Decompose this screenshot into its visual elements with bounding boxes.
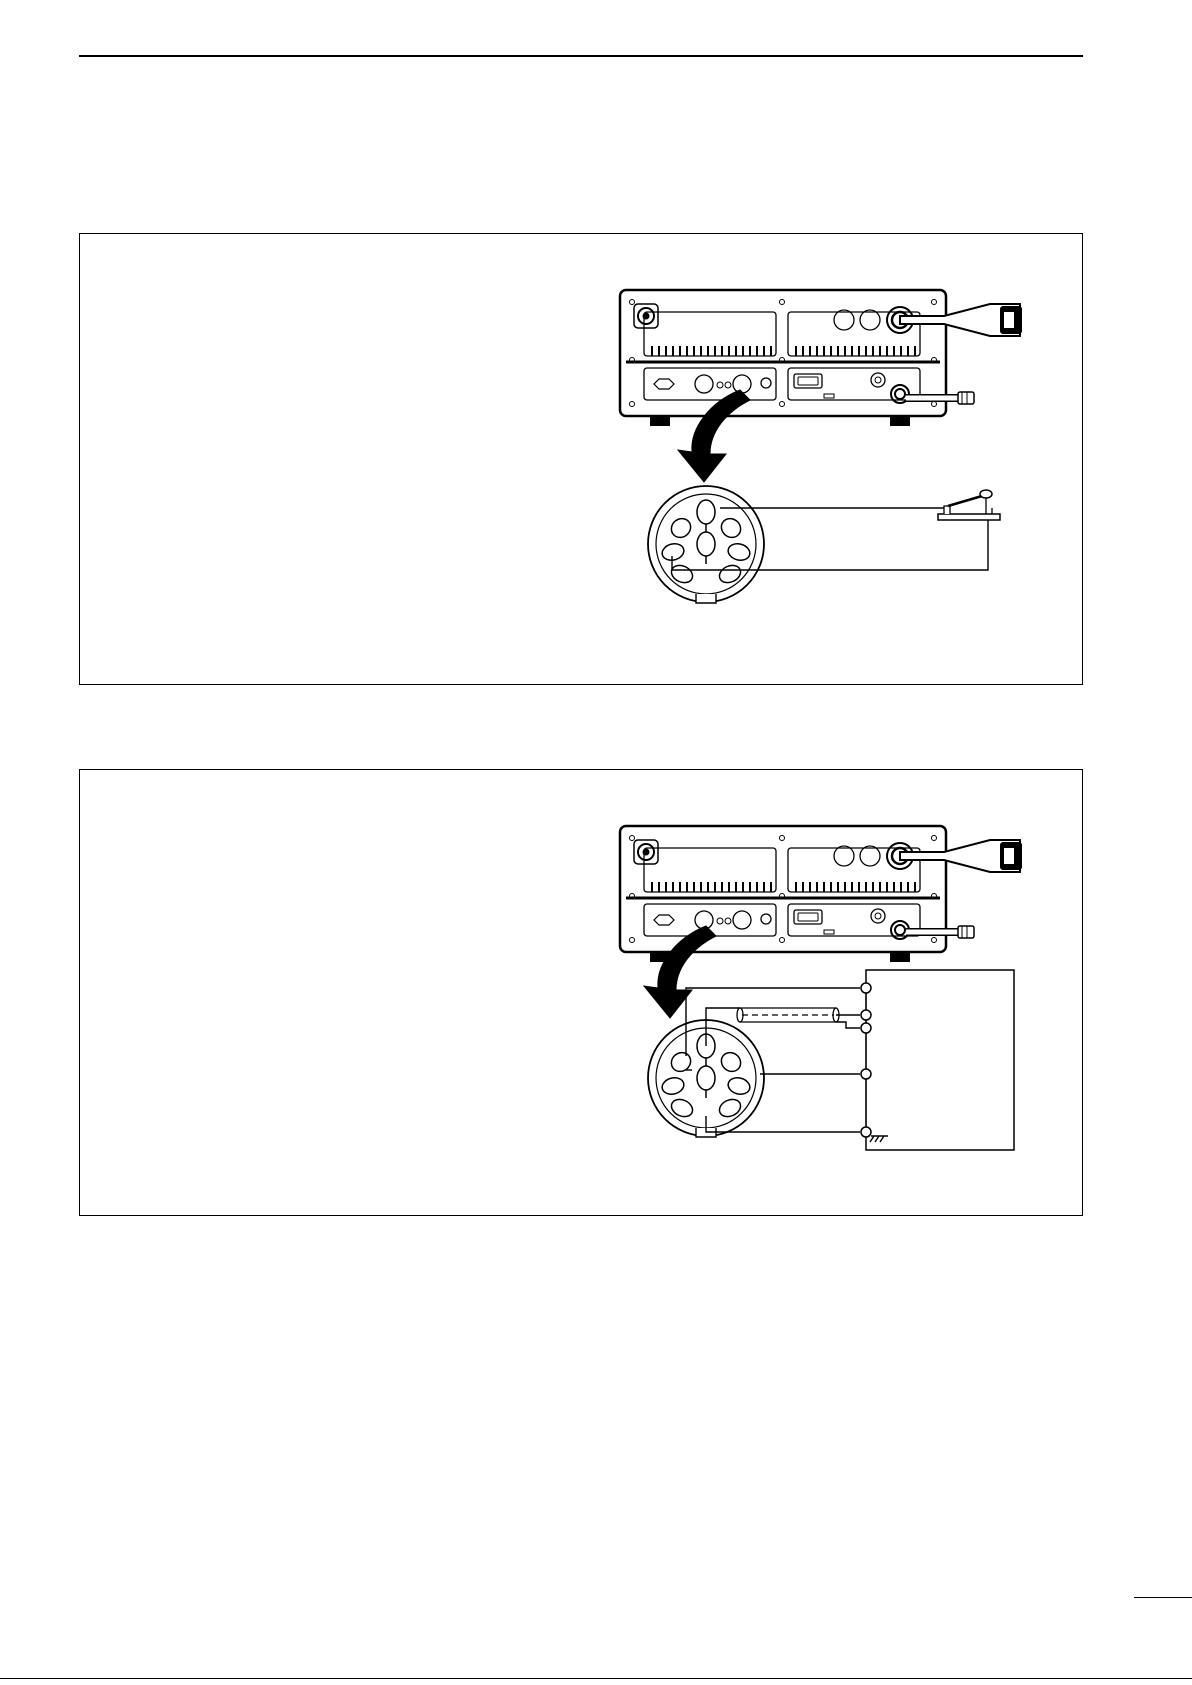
- figure-1-diagram: [80, 234, 1084, 686]
- header-rule: [79, 55, 1083, 57]
- radio-rear-panel-icon: [620, 826, 946, 962]
- page-number-tab: [1134, 1597, 1192, 1598]
- external-unit-icon: [866, 970, 1014, 1150]
- figure-1-panel: [79, 233, 1083, 685]
- shielded-cable-icon: [737, 1008, 860, 1028]
- telegraph-key-icon: [938, 490, 1000, 520]
- din-connector-icon: [648, 486, 764, 603]
- radio-rear-panel-icon: [620, 290, 946, 426]
- figure-2-diagram: [80, 770, 1084, 1217]
- figure-2-panel: [79, 769, 1083, 1216]
- footer-rule: [0, 1678, 1192, 1679]
